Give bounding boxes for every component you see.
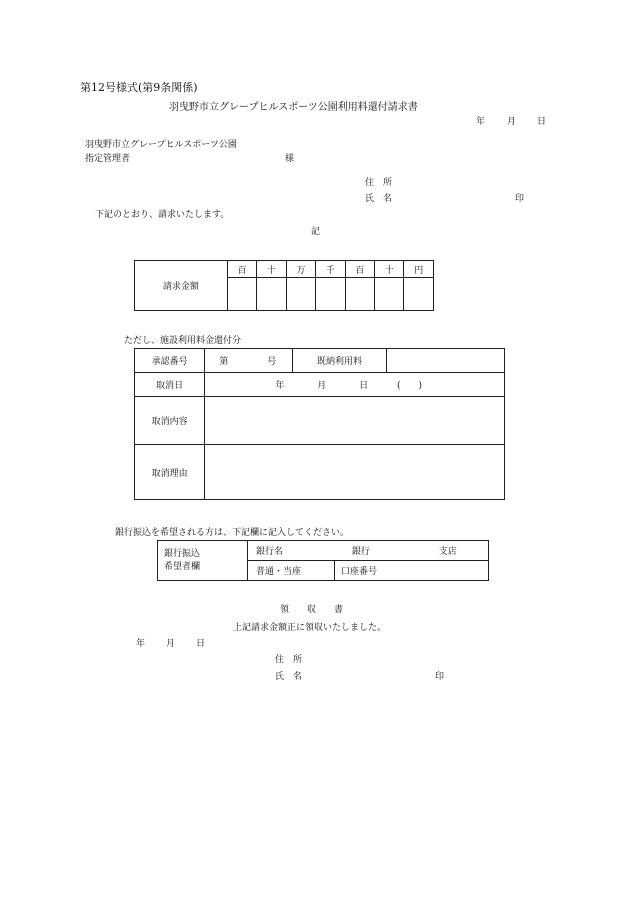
digit-sen: 千 [316,261,345,278]
amount-cell[interactable] [374,278,403,311]
requester-name-label: 氏 名 [365,194,393,204]
cancel-weekday: ( ) [397,381,423,391]
requester-address-label: 住 所 [365,178,393,188]
cancel-date-label: 取消日 [135,373,205,397]
bank-label-line1: 銀行振込 [164,548,201,559]
request-text: 下記のとおり、請求いたします。 [95,210,230,220]
approval-number-label: 承認番号 [135,349,205,373]
paid-fee-label: 既納利用料 [292,349,386,373]
digit-hyaku: 百 [345,261,374,278]
bank-suffix: 銀行 [351,547,370,557]
cancel-year: 年 [275,381,285,391]
receipt-month: 月 [166,639,176,649]
bank-table [157,540,489,581]
approval-number-field[interactable] [205,349,293,373]
digit-hyaku-man: 百 [227,261,256,278]
receipt-seal: 印 [435,672,445,682]
amount-cell[interactable] [316,278,345,311]
form-number: 第12号様式(第9条関係) [80,81,198,94]
digit-juu: 十 [374,261,403,278]
receipt-title: 領 収 書 [280,605,344,615]
cancel-date-field[interactable] [205,373,505,397]
date-day-label: 日 [537,117,547,127]
approval-dai: 第 [219,357,229,367]
receipt-text: 上記請求金額正に領収いたしました。 [233,623,387,633]
account-number-label[interactable]: 口座番号 [335,561,489,581]
amount-cell[interactable] [227,278,256,311]
bank-name-label: 銀行名 [256,547,284,557]
ki-label: 記 [311,227,321,237]
date-year-label: 年 [476,117,486,127]
bank-note: 銀行振込を希望される方は、下記欄に記入してください。 [115,528,350,538]
addressee-line1: 羽曳野市立グレープヒルスポーツ公園 [85,140,237,150]
details-table [134,348,505,500]
refund-note: ただし、施設利用料金還付分 [124,336,242,346]
branch-suffix: 支店 [438,547,457,557]
addressee-honorific: 様 [285,154,295,164]
cancel-reason-field[interactable] [205,445,505,500]
bank-name-field[interactable] [248,541,489,561]
amount-label: 請求金額 [135,261,228,311]
cancel-content-field[interactable] [205,397,505,445]
bank-label-line2: 希望者欄 [164,561,201,572]
page-title: 羽曳野市立グレープヒルスポーツ公園利用料還付請求書 [169,102,418,113]
approval-go: 号 [267,357,277,367]
cancel-reason-label: 取消理由 [135,445,205,500]
cancel-month: 月 [317,381,327,391]
amount-cell[interactable] [345,278,374,311]
amount-cell[interactable] [257,278,286,311]
digit-juu-man: 十 [257,261,286,278]
cancel-day: 日 [359,381,369,391]
date-month-label: 月 [507,117,517,127]
requester-seal: 印 [515,194,525,204]
receipt-address-label: 住 所 [275,655,303,665]
receipt-day: 日 [196,639,206,649]
receipt-year: 年 [136,639,146,649]
amount-cell[interactable] [286,278,315,311]
bank-label [158,541,248,581]
receipt-name-label: 氏 名 [275,672,303,682]
amount-cell[interactable] [404,278,434,311]
cancel-content-label: 取消内容 [135,397,205,445]
digit-en: 円 [404,261,434,278]
account-type[interactable]: 普通・当座 [248,561,335,581]
paid-fee-field[interactable] [387,349,505,373]
amount-table [134,260,434,311]
digit-man: 万 [286,261,315,278]
addressee-line2: 指定管理者 [85,154,131,164]
